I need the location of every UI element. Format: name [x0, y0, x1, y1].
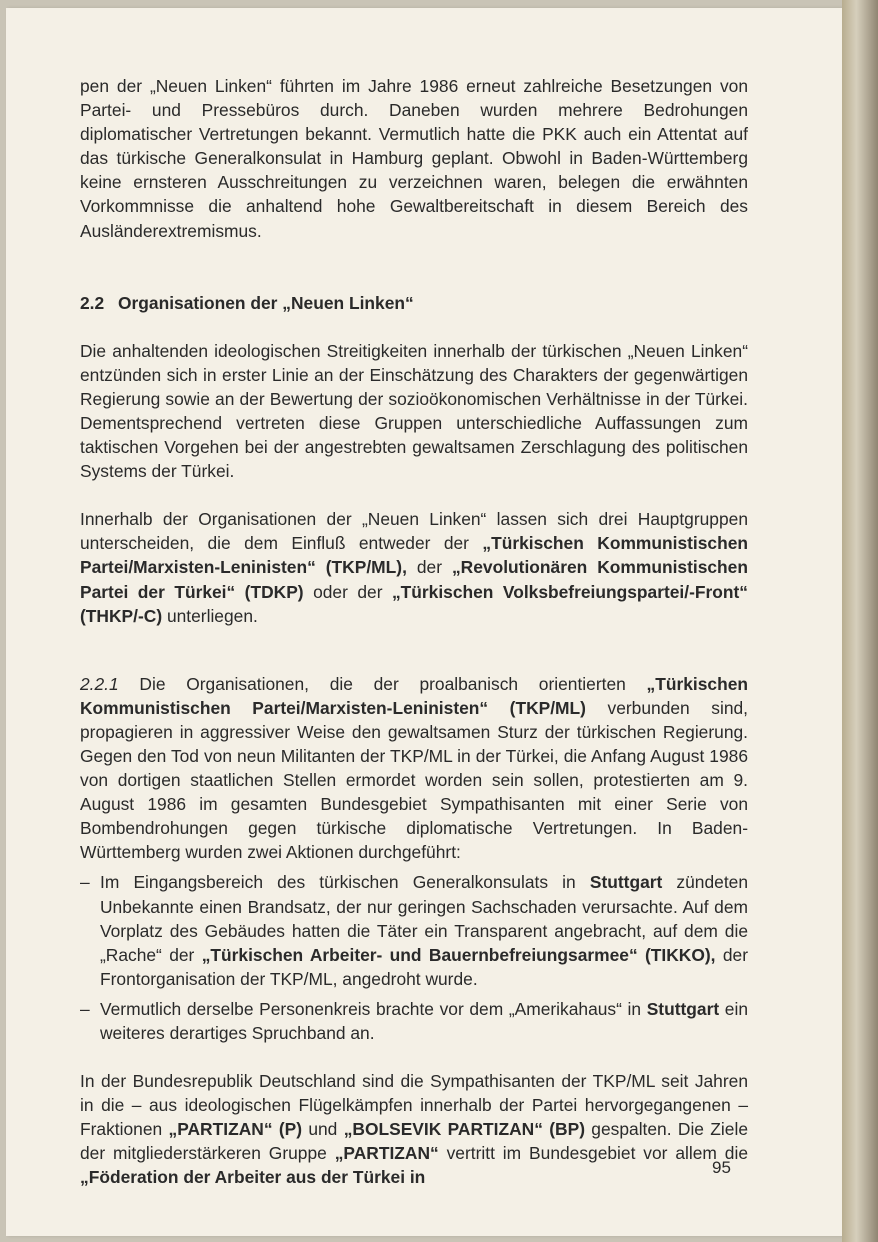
page-number: 95 [712, 1158, 731, 1177]
text: Im Eingangsbereich des türkischen Generalkonsulats in [100, 872, 590, 893]
section-title: Organisationen der „Neuen Linken“ [118, 292, 414, 313]
org-tkp-ml: „Türkischen Kommunistischen Partei/Marxisten-Leninisten“ (TKP/ML), [80, 533, 748, 578]
text: der Frontorganisation der TKP/ML, angedroht wurde. [100, 944, 748, 989]
org-partizan: „PARTIZAN“ [334, 1143, 439, 1164]
list-item [80, 870, 748, 990]
org-tkp-ml: „Türkischen Kommunistischen Partei/Marxisten-Leninisten“ (TKP/ML) [80, 673, 748, 718]
text: Vermutlich derselbe Personenkreis brachte vor dem „Amerikahaus“ in [100, 998, 647, 1019]
action-list [80, 870, 748, 1045]
page-edge [842, 0, 878, 1242]
org-tdkp: „Revolutionären Kommunistischen Partei der Türkei“ (TDKP) [80, 557, 748, 602]
paragraph-intro: pen der „Neuen Linken“ führten im Jahre 1986 erneut zahlreiche Besetzungen von Partei- und Pressebüros durch. Daneben wurden mehrere Bedrohungen diplomatischer Vertretungen bekannt. Vermutlich hatte die PKK auch ein Attentat auf das türkische Generalkonsulat in Hamburg geplant. Obwohl in Baden-Württemberg keine ernsteren Ausschreitungen zu verzeichnen waren, belegen die erwähnten Vorkommnisse die anhaltend hohe Gewaltbereitschaft in diesem Bereich des Ausländerextremismus. [80, 76, 748, 241]
text: zündeten Unbekannte einen Brandsatz, der nur geringen Sachschaden verursachte. Auf dem Vorplatz des Gebäudes hatten die Täter ein Transparent angebracht, auf dem die „Rache“ der [100, 872, 748, 965]
dash-marker: – [80, 998, 90, 1019]
org-partizan: „PARTIZAN“ (P) [168, 1119, 303, 1140]
text: oder der [303, 581, 392, 602]
place-name: Stuttgart [646, 998, 720, 1019]
place-name: Stuttgart [589, 872, 663, 893]
paragraph-disputes: Die anhaltenden ideologischen Streitigkeiten innerhalb der türkischen „Neuen Linken“ entzünden sich in erster Linie an der Einschätzung des Charakters der gegenwärtigen Regierung sowie an der Bewertung der sozioökonomischen Verhältnisse in der Türkei. Dementsprechend vertreten diese Gruppen unterschiedliche Auffassungen zum taktischen Vorgehen bei der angestrebten gewaltsamen Zerschlagung des politischen Systems der Türkei. [80, 340, 748, 482]
dash-marker: – [80, 872, 90, 893]
section-heading [80, 291, 748, 315]
org-bolsevik-partizan: „BOLSEVIK PARTIZAN“ (BP) [343, 1119, 585, 1140]
text: vertritt im Bundesgebiet vor allem die [438, 1143, 749, 1164]
page-content [80, 74, 748, 1190]
text: gespalten. Die Ziele der mitgliederstärkeren Gruppe [80, 1119, 748, 1164]
paragraph-factions [80, 1069, 748, 1189]
paragraph-main-groups [80, 507, 748, 627]
org-tikko: „Türkischen Arbeiter- und Bauernbefreiungsarmee“ (TIKKO), [201, 944, 716, 965]
text: Innerhalb der Organisationen der „Neuen Linken“ lassen sich drei Hauptgruppen unterscheiden, die dem Einfluß entweder der [80, 509, 748, 554]
text: und [302, 1119, 344, 1140]
text: verbunden sind, propagieren in aggressiver Weise den gewaltsamen Sturz der türkischen Regierung. Gegen den Tod von neun Militanten der TKP/ML in der Türkei, die Anfang August 1986 von dortigen staatlichen Stellen ermordet worden sein sollen, protestierten am 9. August 1986 im gesamten Bundesgebiet Sympathisanten mit einer Serie von Bombendrohungen gegen türkische diplomatische Vertretungen. In Baden-Württemberg wurden zwei Aktionen durchgeführt: [80, 697, 749, 863]
org-thkp-c: „Türkischen Volksbefreiungspartei/-Front“ (THKP/-C) [80, 581, 748, 626]
text: In der Bundesrepublik Deutschland sind die Sympathisanten der TKP/ML seit Jahren in die – aus ideologischen Flügelkämpfen innerhalb der Partei hervorgegangenen – Fraktionen [80, 1071, 748, 1140]
subsection-number: 2.2.1 [80, 673, 119, 694]
text: unterliegen. [162, 605, 258, 626]
text: Die Organisationen, die der proalbanisch orientierten [118, 673, 647, 694]
text: ein weiteres derartiges Spruchband an. [100, 998, 748, 1043]
list-item [80, 997, 748, 1045]
org-federation: „Föderation der Arbeiter aus der Türkei in [80, 1167, 426, 1188]
section-number: 2.2 [80, 292, 105, 313]
paragraph-2-2-1 [80, 672, 748, 865]
text: der [406, 557, 452, 578]
